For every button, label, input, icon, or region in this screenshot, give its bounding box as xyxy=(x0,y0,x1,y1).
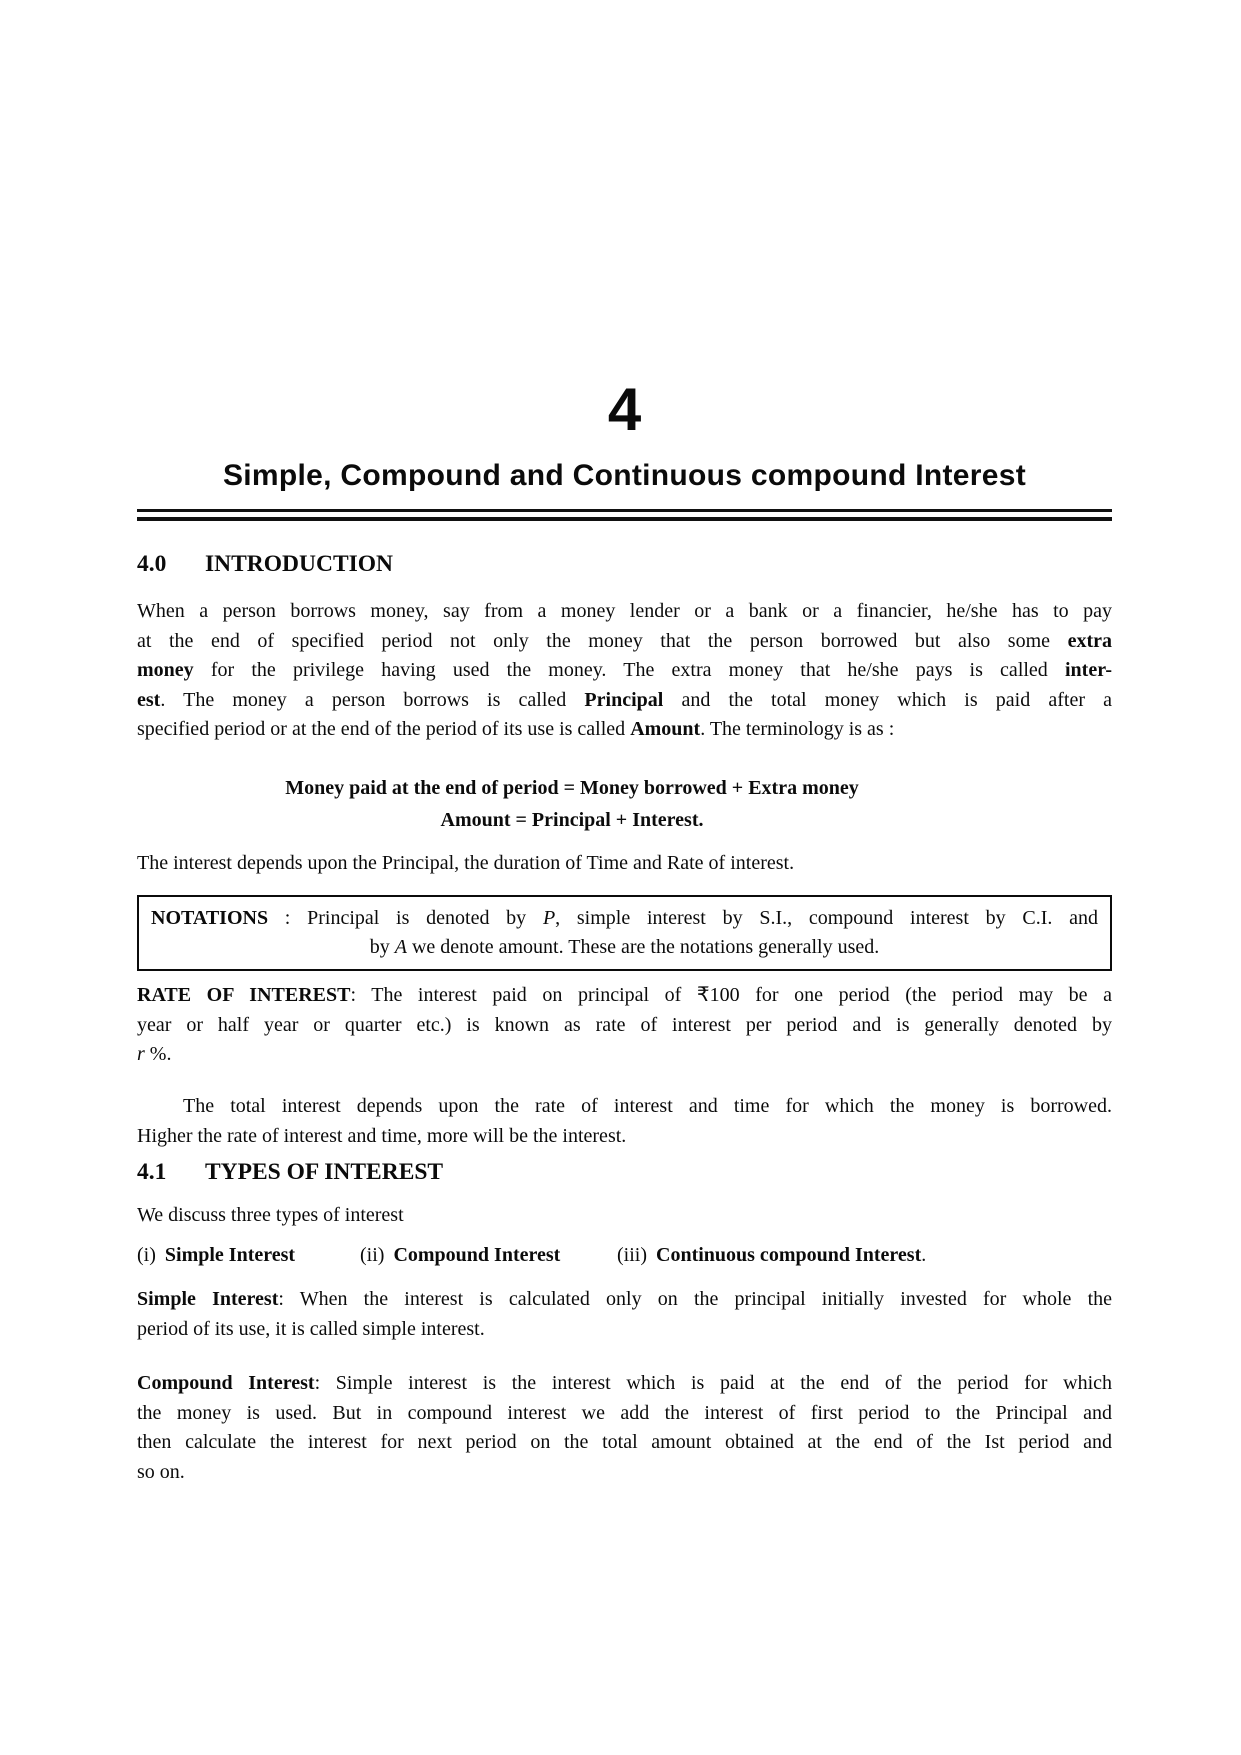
text-line: at the end of specified period not only the money that the person borrowed but also some extra xyxy=(137,629,1112,652)
section-number: 4.1 xyxy=(137,1159,167,1185)
divider-rule-top xyxy=(137,509,1112,512)
section-number: 4.0 xyxy=(137,551,167,577)
text-line: Simple Interest: When the interest is calculated only on the principal initially invested for whole the xyxy=(137,1288,1112,1310)
section-title: INTRODUCTION xyxy=(205,551,394,577)
terminology-formula xyxy=(137,772,1007,836)
paragraph-introduction xyxy=(137,597,1112,745)
text-line: Compound Interest: Simple interest is the interest which is paid at the end of the period for which xyxy=(137,1372,1113,1394)
text-line: Amount = Principal + Interest. xyxy=(440,809,704,831)
paragraph-compound-interest xyxy=(137,1369,1112,1487)
text-line: specified period or at the end of the period of its use is called Amount. The terminology is as : xyxy=(137,718,895,740)
title-divider xyxy=(137,509,1112,521)
list-marker: (iii) xyxy=(617,1244,647,1266)
list-label: Compound Interest xyxy=(393,1244,561,1266)
list-label: Simple Interest xyxy=(164,1244,296,1266)
paragraph-we-discuss: We discuss three types of interest xyxy=(137,1204,404,1226)
section-title: TYPES OF INTEREST xyxy=(205,1159,444,1185)
text-line: the money is used. But in compound interest we add the interest of first period to the Principal and xyxy=(137,1401,1112,1424)
section-heading-types-of-interest xyxy=(137,1157,1112,1187)
text-line: period of its use, it is called simple interest. xyxy=(137,1317,485,1340)
text-line: money for the privilege having used the money. The extra money that he/she pays is called inter- xyxy=(137,659,1112,681)
text-line: Money paid at the end of period = Money borrowed + Extra money xyxy=(285,777,859,799)
chapter-title: Simple, Compound and Continuous compound Interest xyxy=(222,459,1026,492)
text-line: by A we denote amount. These are the notations generally used. xyxy=(369,936,880,958)
text-line: then calculate the interest for next period on the total amount obtained at the end of the Ist period and xyxy=(137,1431,1112,1453)
text-line: When a person borrows money, say from a money lender or a bank or a financier, he/she has to pay xyxy=(137,600,1112,622)
text-line: year or half year or quarter etc.) is known as rate of interest per period and is generally denoted by xyxy=(137,1013,1112,1036)
paragraph-rate-of-interest xyxy=(137,981,1112,1070)
list-item-compound-interest xyxy=(360,1240,617,1270)
interest-types-list xyxy=(137,1240,1112,1270)
text-line: so on. xyxy=(137,1460,185,1483)
text-line: The interest depends upon the Principal, the duration of Time and Rate of interest. xyxy=(137,852,795,874)
text-line: RATE OF INTEREST: The interest paid on principal of ₹100 for one period (the period may be a xyxy=(137,984,1113,1006)
chapter-number: 4 xyxy=(607,376,642,443)
text-line: The total interest depends upon the rate of interest and time for which the money is borrowed. xyxy=(183,1095,1112,1117)
divider-rule-bottom xyxy=(137,517,1112,521)
page-content xyxy=(137,0,1112,1755)
text-line: Higher the rate of interest and time, more will be the interest. xyxy=(137,1124,627,1147)
list-marker: (i) xyxy=(137,1244,156,1266)
text-line: NOTATIONS : Principal is denoted by P, simple interest by S.I., compound interest by C.I. and xyxy=(151,907,1098,929)
list-suffix: . xyxy=(921,1244,927,1266)
paragraph-simple-interest xyxy=(137,1285,1112,1344)
list-item-simple-interest xyxy=(137,1240,360,1270)
notations-box xyxy=(137,895,1112,971)
list-marker: (ii) xyxy=(360,1244,385,1266)
section-heading-introduction xyxy=(137,549,1112,579)
text-line: r %. xyxy=(137,1043,172,1065)
paragraph-total-interest xyxy=(137,1092,1112,1151)
list-label: Continuous compound Interest xyxy=(656,1244,922,1266)
paragraph-interest-depends xyxy=(137,849,1112,879)
list-item-continuous-compound-interest xyxy=(617,1240,926,1270)
text-line: est. The money a person borrows is called Principal and the total money which is paid after a xyxy=(137,688,1112,711)
